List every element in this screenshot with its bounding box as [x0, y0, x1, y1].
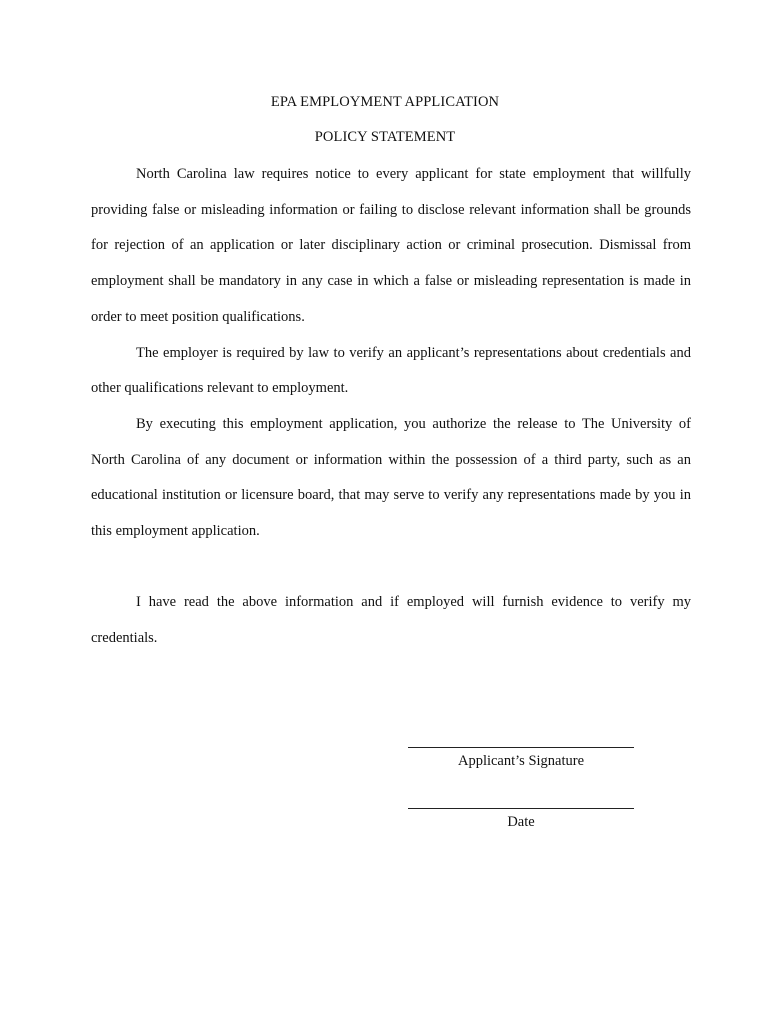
signature-line[interactable]	[408, 747, 634, 748]
acknowledgement-block	[91, 585, 691, 656]
policy-body	[91, 157, 691, 550]
policy-paragraph-3: By executing this employment application, you authorize the release to The University of North Carolina of any document or information within the possession of a third party, such as an educational institution or licensure board, that may serve to verify any representations made by you in this employment application.	[91, 415, 691, 540]
signature-label: Applicant’s Signature	[457, 753, 585, 769]
date-line[interactable]	[408, 808, 634, 809]
acknowledgement-paragraph: I have read the above information and if employed will furnish evidence to verify my credentials.	[91, 594, 691, 646]
signature-block	[408, 747, 634, 770]
document-title: EPA EMPLOYMENT APPLICATION	[270, 94, 500, 110]
policy-paragraph-2: The employer is required by law to verify an applicant’s representations about credentials and other qualifications relevant to employment.	[91, 344, 691, 397]
document-subtitle: POLICY STATEMENT	[314, 129, 456, 145]
policy-paragraph-1: North Carolina law requires notice to every applicant for state employment that willfully providing false or misleading information or failing to disclose relevant information shall be grounds for rejection of an application or later disciplinary action or criminal prosecution. Dismissal from employment shall be mandatory in any case in which a false or misleading representation is made in order to meet position qualifications.	[91, 166, 691, 325]
date-block	[408, 808, 634, 831]
date-label: Date	[507, 814, 535, 830]
